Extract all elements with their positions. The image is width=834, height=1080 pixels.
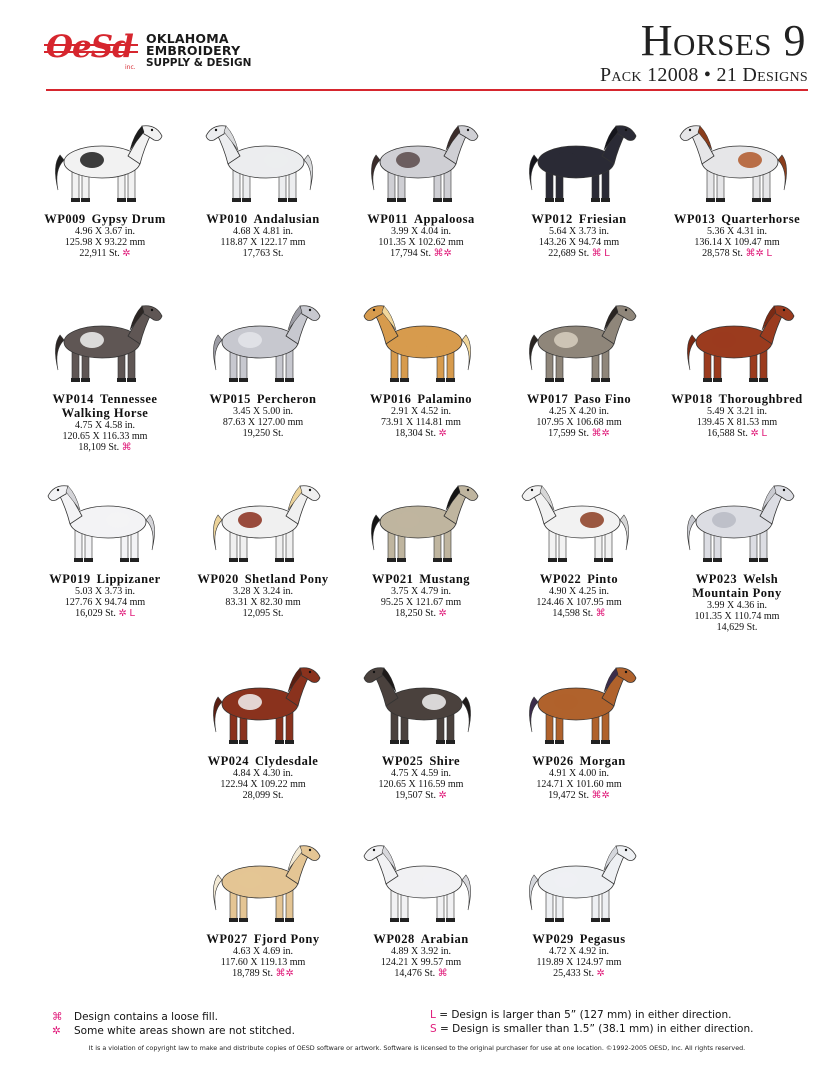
design-card	[30, 470, 180, 619]
design-code: WP013	[673, 212, 716, 226]
design-code: WP026	[532, 754, 574, 768]
design-name: Palamino	[417, 392, 473, 406]
design-info	[346, 392, 496, 439]
horse-illustration	[662, 470, 812, 570]
design-info	[504, 572, 654, 619]
design-code: WP011	[367, 212, 408, 226]
design-picture	[346, 290, 496, 390]
stitch-count: 19,507 St.	[395, 790, 436, 801]
design-size-mm: 120.65 X 116.59 mm	[378, 779, 464, 790]
design-marks-icon: ✲	[596, 968, 605, 979]
horse-illustration	[30, 470, 180, 570]
design-name: Welsh	[743, 572, 779, 586]
design-name: Tennessee	[99, 392, 158, 406]
design-card	[504, 290, 654, 439]
design-picture	[504, 110, 654, 210]
design-size-mm: 101.35 X 110.74 mm	[694, 611, 780, 622]
design-title	[346, 754, 496, 768]
design-picture	[188, 830, 338, 930]
horse-illustration	[188, 470, 338, 570]
legend-left	[52, 1010, 412, 1038]
design-card	[346, 110, 496, 259]
small-flag-icon: S	[430, 1023, 437, 1035]
header-rule	[46, 89, 808, 91]
design-picture	[504, 290, 654, 390]
design-picture	[30, 290, 180, 390]
design-marks-icon: ✲	[750, 428, 759, 439]
design-size-mm: 95.25 X 121.67 mm	[380, 597, 462, 608]
page-subtitle: Pack 12008 • 21 Designs	[599, 64, 808, 86]
design-stitch-count	[504, 248, 654, 259]
design-marks-icon: ⌘✲	[433, 248, 452, 259]
design-code: WP024	[207, 754, 250, 768]
design-marks-icon: ⌘	[591, 248, 602, 259]
design-marks-icon: ⌘	[595, 608, 606, 619]
design-title	[662, 212, 812, 226]
horse-illustration	[30, 290, 180, 390]
legend-loose-fill-text: Design contains a loose fill.	[74, 1011, 218, 1023]
design-title	[188, 392, 338, 406]
design-picture	[30, 470, 180, 570]
design-size-inches: 4.75 X 4.59 in.	[391, 768, 451, 779]
copyright-notice: It is a violation of copyright law to make and distribute copies of OESD software or artwork. Software is licensed to the original purchaser for use at one location. ©1992-2005 OESD, Inc. All rights reserved.	[88, 1044, 746, 1052]
design-name: Andalusian	[253, 212, 320, 226]
stitch-count: 18,109 St.	[78, 442, 120, 453]
design-info	[662, 392, 812, 439]
design-info	[30, 572, 180, 619]
design-name: Fjord Pony	[253, 932, 320, 946]
design-marks-icon: ⌘✲	[275, 968, 294, 979]
design-size-inches: 4.25 X 4.20 in.	[549, 406, 609, 417]
design-size-inches: 4.91 X 4.00 in.	[549, 768, 609, 779]
design-marks-icon: ⌘✲	[591, 428, 610, 439]
design-stitch-count	[188, 790, 338, 801]
stitch-count: 18,304 St.	[395, 428, 436, 439]
design-title	[662, 392, 812, 406]
stitch-count: 22,689 St.	[548, 248, 590, 259]
stitch-count: 16,588 St.	[707, 428, 748, 439]
horse-illustration	[346, 110, 496, 210]
design-name-line-2: Mountain Pony	[692, 586, 782, 600]
design-size-inches: 3.28 X 3.24 in.	[233, 586, 293, 597]
horse-illustration	[30, 110, 180, 210]
legend-small-text: = Design is smaller than 1.5” (38.1 mm) in either direction.	[440, 1023, 754, 1035]
design-size-inches: 5.03 X 3.73 in.	[75, 586, 135, 597]
size-flag: L	[766, 248, 772, 259]
design-size-mm: 124.71 X 101.60 mm	[536, 779, 622, 790]
design-info	[30, 212, 180, 259]
design-name: Arabian	[420, 932, 469, 946]
design-info	[188, 392, 338, 439]
design-stitch-count	[504, 968, 654, 979]
design-info	[346, 572, 496, 619]
design-code: WP017	[526, 392, 569, 406]
design-code: WP028	[373, 932, 415, 946]
design-card	[30, 110, 180, 259]
design-name: Clydesdale	[255, 754, 319, 768]
design-size-mm: 87.63 X 127.00 mm	[222, 417, 304, 428]
size-flag: L	[604, 248, 610, 259]
design-size-mm: 101.35 X 102.62 mm	[378, 237, 464, 248]
stitch-count: 25,433 St.	[553, 968, 594, 979]
design-title	[188, 754, 338, 768]
horse-illustration	[188, 830, 338, 930]
design-card	[662, 290, 812, 439]
design-card	[188, 470, 338, 619]
design-picture	[188, 110, 338, 210]
legend-small	[430, 1022, 830, 1036]
design-size-inches: 2.91 X 4.52 in.	[391, 406, 451, 417]
stitch-count: 16,029 St.	[75, 608, 116, 619]
design-name: Friesian	[578, 212, 627, 226]
stitch-count: 28,578 St.	[702, 248, 743, 259]
stitch-count: 19,472 St.	[548, 790, 589, 801]
design-stitch-count	[346, 608, 496, 619]
stitch-count: 14,598 St.	[552, 608, 594, 619]
design-name: Morgan	[579, 754, 626, 768]
design-size-mm: 73.91 X 114.81 mm	[381, 417, 461, 428]
design-code: WP029	[532, 932, 574, 946]
design-marks-icon: ⌘	[121, 442, 132, 453]
legend-loose-fill	[52, 1010, 412, 1024]
design-title	[504, 754, 654, 768]
design-title	[30, 572, 180, 586]
design-info	[188, 754, 338, 801]
design-card	[662, 110, 812, 259]
design-code: WP010	[206, 212, 248, 226]
design-stitch-count	[662, 248, 812, 259]
legend-white-areas	[52, 1024, 412, 1038]
legend-right	[430, 1008, 830, 1036]
design-code: WP015	[209, 392, 251, 406]
logo-line-3: SUPPLY & DESIGN	[146, 57, 252, 69]
design-stitch-count	[346, 968, 496, 979]
design-title	[188, 932, 338, 946]
design-card	[346, 470, 496, 619]
design-size-mm: 139.45 X 81.53 mm	[696, 417, 778, 428]
stitch-count: 18,250 St.	[395, 608, 436, 619]
design-card	[188, 830, 338, 979]
horse-illustration	[662, 110, 812, 210]
horse-illustration	[662, 290, 812, 390]
design-size-inches: 4.68 X 4.81 in.	[233, 226, 293, 237]
design-picture	[188, 290, 338, 390]
design-size-inches: 5.36 X 4.31 in.	[707, 226, 767, 237]
design-picture	[662, 110, 812, 210]
design-stitch-count	[30, 248, 180, 259]
logo-inc: inc.	[125, 64, 136, 71]
design-size-inches: 3.75 X 4.79 in.	[391, 586, 451, 597]
design-size-mm: 120.65 X 116.33 mm	[62, 431, 148, 442]
design-card	[346, 290, 496, 439]
design-name: Lippizaner	[96, 572, 161, 586]
stitch-count: 22,911 St.	[79, 248, 120, 259]
design-size-mm: 127.76 X 94.74 mm	[64, 597, 146, 608]
design-title	[346, 212, 496, 226]
design-size-inches: 5.64 X 3.73 in.	[549, 226, 609, 237]
design-size-mm: 118.87 X 122.17 mm	[220, 237, 306, 248]
horse-illustration	[504, 652, 654, 752]
design-picture	[188, 652, 338, 752]
design-stitch-count	[504, 428, 654, 439]
design-size-mm: 143.26 X 94.74 mm	[538, 237, 620, 248]
large-flag-icon: L	[430, 1009, 436, 1021]
design-title	[504, 932, 654, 946]
logo-mark: OeSd	[46, 29, 133, 65]
design-info	[188, 572, 338, 619]
design-marks-icon: ✲	[118, 608, 127, 619]
stitch-count: 18,789 St.	[232, 968, 273, 979]
horse-illustration	[504, 290, 654, 390]
design-code: WP022	[539, 572, 582, 586]
design-size-mm: 119.89 X 124.97 mm	[536, 957, 622, 968]
design-marks-icon: ⌘✲	[745, 248, 764, 259]
design-code: WP021	[371, 572, 414, 586]
design-card	[504, 830, 654, 979]
design-stitch-count	[30, 442, 180, 453]
size-flag: L	[129, 608, 135, 619]
design-picture	[662, 290, 812, 390]
design-marks-icon: ✲	[438, 790, 447, 801]
stitch-count: 17,794 St.	[390, 248, 431, 259]
horse-illustration	[188, 652, 338, 752]
design-name: Gypsy Drum	[91, 212, 166, 226]
design-title	[662, 572, 812, 586]
design-size-inches: 3.45 X 5.00 in.	[233, 406, 293, 417]
design-size-mm: 124.46 X 107.95 mm	[536, 597, 622, 608]
design-picture	[346, 652, 496, 752]
stitch-count: 14,476 St.	[394, 968, 436, 979]
design-title	[504, 392, 654, 406]
design-code: WP014	[52, 392, 94, 406]
design-title	[346, 392, 496, 406]
design-card	[346, 830, 496, 979]
oesd-logo	[46, 30, 256, 74]
design-name: Pegasus	[579, 932, 626, 946]
design-stitch-count	[188, 248, 338, 259]
design-size-inches: 4.90 X 4.25 in.	[549, 586, 609, 597]
design-info	[188, 212, 338, 259]
design-marks-icon: ⌘✲	[591, 790, 610, 801]
stitch-count: 17,599 St.	[548, 428, 589, 439]
design-title	[188, 212, 338, 226]
design-size-mm: 83.31 X 82.30 mm	[225, 597, 301, 608]
design-stitch-count	[504, 608, 654, 619]
stitch-count: 19,250 St.	[242, 428, 284, 439]
design-card	[504, 470, 654, 619]
design-title	[504, 572, 654, 586]
design-size-inches: 4.75 X 4.58 in.	[75, 420, 135, 431]
design-size-mm: 136.14 X 109.47 mm	[694, 237, 780, 248]
design-info	[504, 212, 654, 259]
design-code: WP023	[695, 572, 738, 586]
horse-illustration	[346, 830, 496, 930]
design-stitch-count	[188, 968, 338, 979]
design-info	[346, 212, 496, 259]
design-marks-icon: ✲	[122, 248, 131, 259]
design-size-inches: 3.99 X 4.36 in.	[707, 600, 767, 611]
design-name: Shire	[429, 754, 461, 768]
design-stitch-count	[30, 608, 180, 619]
design-info	[346, 932, 496, 979]
design-size-inches: 4.84 X 4.30 in.	[233, 768, 293, 779]
design-card	[504, 652, 654, 801]
design-name: Paso Fino	[574, 392, 632, 406]
design-name: Percheron	[256, 392, 317, 406]
logo-text	[146, 33, 251, 69]
horse-illustration	[504, 470, 654, 570]
design-size-inches: 4.63 X 4.69 in.	[233, 946, 293, 957]
design-code: WP025	[381, 754, 424, 768]
page-header	[0, 0, 834, 96]
horse-illustration	[188, 110, 338, 210]
design-card	[504, 110, 654, 259]
design-size-mm: 122.94 X 109.22 mm	[220, 779, 306, 790]
design-code: WP009	[44, 212, 86, 226]
white-areas-icon: ✲	[52, 1025, 61, 1037]
design-name-line-2: Walking Horse	[61, 406, 149, 420]
design-card	[188, 652, 338, 801]
design-stitch-count	[346, 428, 496, 439]
design-stitch-count	[346, 790, 496, 801]
legend-white-text: Some white areas shown are not stitched.	[74, 1025, 295, 1037]
design-code: WP012	[531, 212, 573, 226]
design-card	[188, 290, 338, 439]
design-info	[188, 932, 338, 979]
design-name: Appaloosa	[413, 212, 475, 226]
design-card	[188, 110, 338, 259]
design-card	[662, 470, 812, 633]
design-picture	[30, 110, 180, 210]
design-title	[30, 212, 180, 226]
design-size-inches: 5.49 X 3.21 in.	[707, 406, 767, 417]
stitch-count: 12,095 St.	[242, 608, 284, 619]
design-name: Pinto	[587, 572, 619, 586]
design-info	[30, 392, 180, 453]
design-code: WP018	[671, 392, 713, 406]
design-size-mm: 124.21 X 99.57 mm	[380, 957, 462, 968]
design-stitch-count	[662, 428, 812, 439]
design-name: Quarterhorse	[721, 212, 801, 226]
design-picture	[504, 830, 654, 930]
design-stitch-count	[662, 622, 812, 633]
design-code: WP020	[197, 572, 239, 586]
design-marks-icon: ✲	[438, 428, 447, 439]
design-title	[504, 212, 654, 226]
design-info	[346, 754, 496, 801]
design-size-inches: 4.89 X 3.92 in.	[391, 946, 451, 957]
legend-large	[430, 1008, 830, 1022]
horse-illustration	[346, 290, 496, 390]
design-title	[188, 572, 338, 586]
design-picture	[504, 652, 654, 752]
design-code: WP016	[369, 392, 412, 406]
design-name: Mustang	[419, 572, 471, 586]
logo-line-2: EMBROIDERY	[146, 43, 241, 58]
design-stitch-count	[346, 248, 496, 259]
design-title	[346, 932, 496, 946]
design-size-inches: 4.96 X 3.67 in.	[75, 226, 135, 237]
stitch-count: 17,763 St.	[242, 248, 284, 259]
design-info	[504, 754, 654, 801]
design-marks-icon: ✲	[438, 608, 447, 619]
legend-large-text: = Design is larger than 5” (127 mm) in either direction.	[439, 1009, 732, 1021]
stitch-count: 14,629 St.	[716, 622, 758, 633]
design-marks-icon: ⌘	[437, 968, 448, 979]
design-info	[662, 572, 812, 633]
design-picture	[188, 470, 338, 570]
horse-illustration	[504, 110, 654, 210]
horse-illustration	[504, 830, 654, 930]
design-card	[346, 652, 496, 801]
design-name: Thoroughbred	[718, 392, 803, 406]
size-flag: L	[761, 428, 767, 439]
design-picture	[504, 470, 654, 570]
logo-line-1: OKLAHOMA	[146, 31, 229, 46]
design-picture	[346, 110, 496, 210]
design-picture	[346, 470, 496, 570]
design-title	[30, 392, 180, 406]
design-card	[30, 290, 180, 453]
design-code: WP019	[49, 572, 91, 586]
design-info	[504, 932, 654, 979]
stitch-count: 28,099 St.	[242, 790, 284, 801]
design-picture	[662, 470, 812, 570]
design-info	[662, 212, 812, 259]
design-title	[346, 572, 496, 586]
horse-illustration	[188, 290, 338, 390]
design-size-inches: 4.72 X 4.92 in.	[549, 946, 609, 957]
design-size-mm: 107.95 X 106.68 mm	[536, 417, 622, 428]
horse-illustration	[346, 652, 496, 752]
design-stitch-count	[188, 428, 338, 439]
design-size-mm: 125.98 X 93.22 mm	[64, 237, 146, 248]
loose-fill-icon: ⌘	[52, 1011, 63, 1023]
horse-illustration	[346, 470, 496, 570]
design-stitch-count	[188, 608, 338, 619]
design-name: Shetland Pony	[244, 572, 329, 586]
design-stitch-count	[504, 790, 654, 801]
design-code: WP027	[206, 932, 248, 946]
page-title: Horses 9	[640, 16, 806, 65]
design-size-mm: 117.60 X 119.13 mm	[220, 957, 306, 968]
design-info	[504, 392, 654, 439]
design-picture	[346, 830, 496, 930]
design-size-inches: 3.99 X 4.04 in.	[391, 226, 451, 237]
